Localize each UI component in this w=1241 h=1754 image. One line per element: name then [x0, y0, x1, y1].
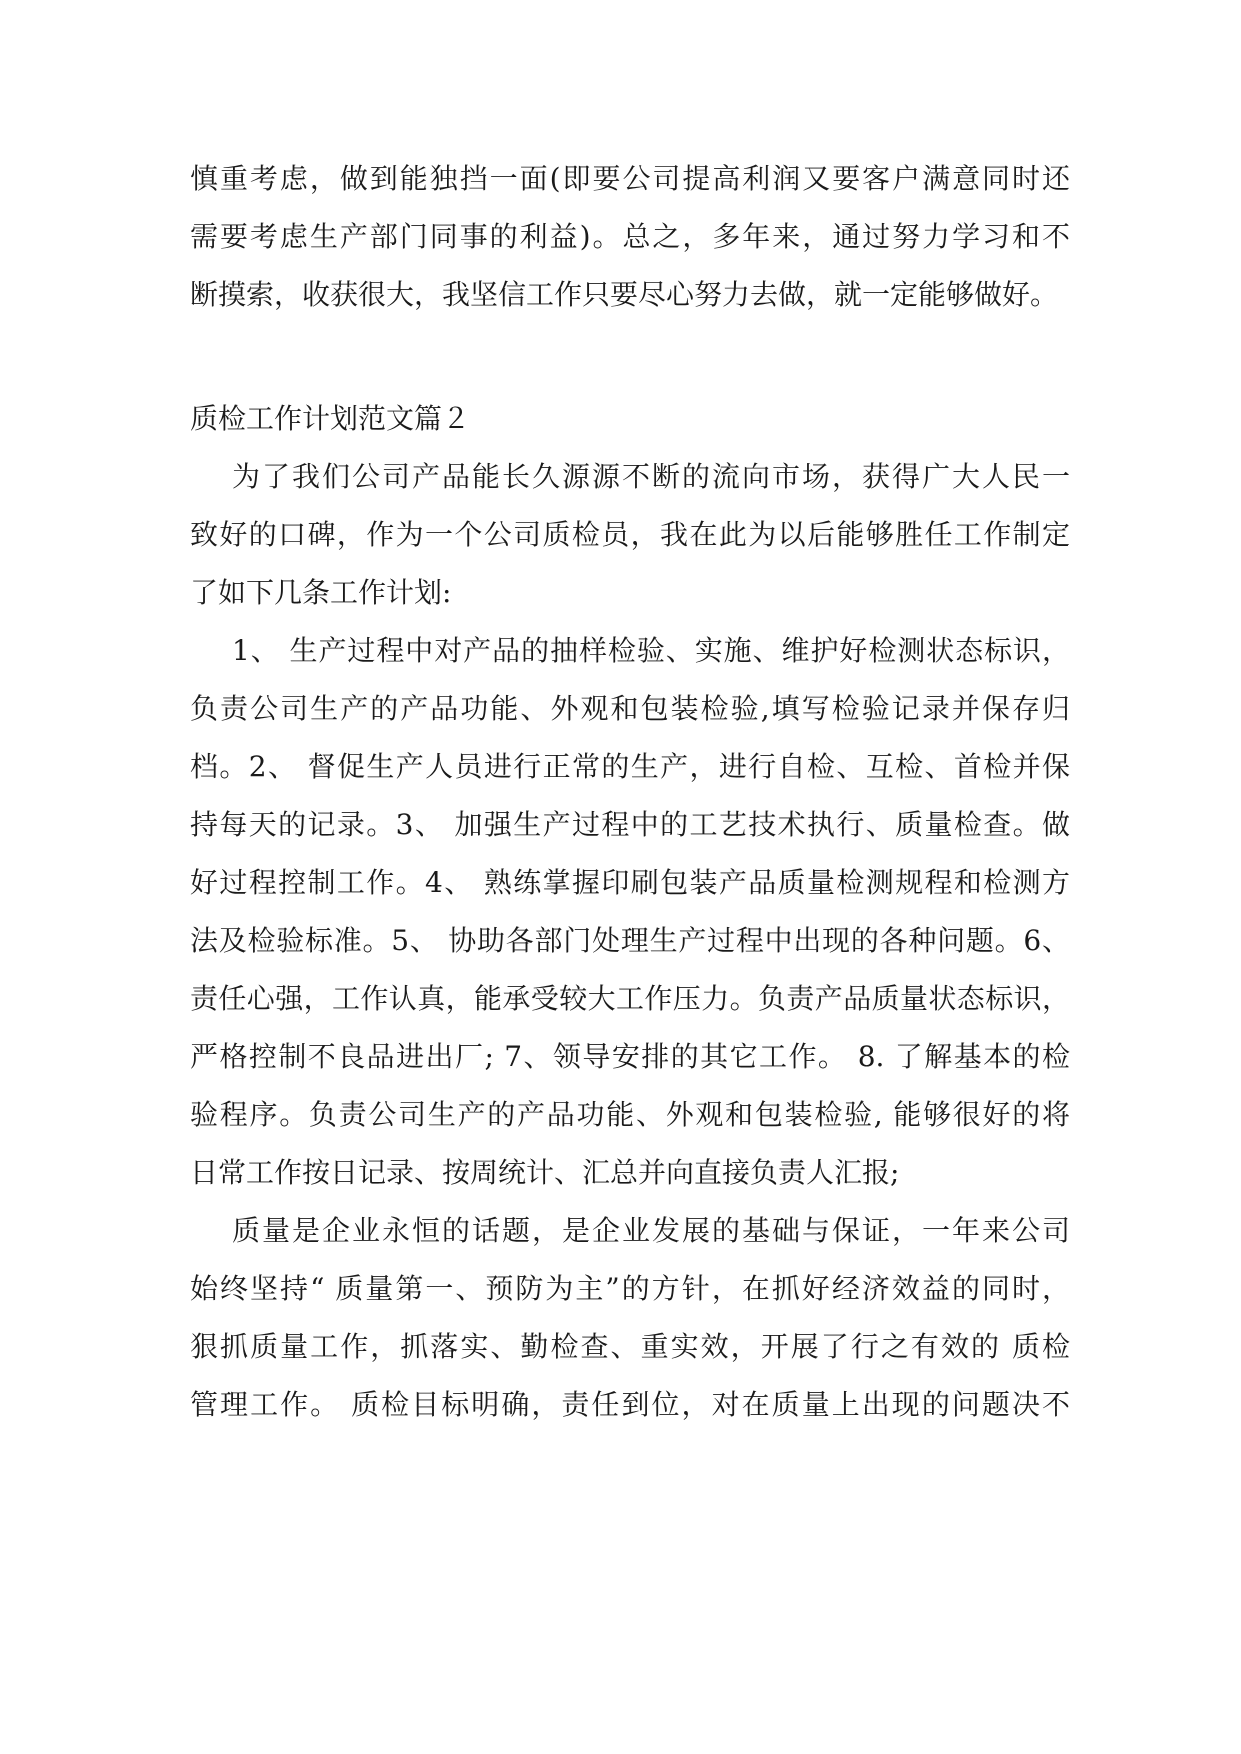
- text-line: 狠抓质量工作，抓落实、勤检查、重实效，开展了行之有效的 质检: [190, 1330, 1070, 1363]
- text-line: 管理工作。 质检目标明确，责任到位，对在质量上出现的问题决不: [190, 1388, 1070, 1421]
- text-line: 持每天的记录。3、 加强生产过程中的工艺技术执行、质量检查。做: [190, 808, 1070, 841]
- text-line: 档。2、 督促生产人员进行正常的生产，进行自检、互检、首检并保: [190, 750, 1070, 783]
- paragraph-plan-intro: [190, 448, 1070, 622]
- section-heading: 质检工作计划范文篇２: [190, 402, 471, 435]
- text-line: 为了我们公司产品能长久源源不断的流向市场，获得广大人民一: [232, 460, 1070, 493]
- text-line: 验程序。负责公司生产的产品功能、外观和包装检验, 能够很好的将: [190, 1098, 1070, 1131]
- document-body: [190, 150, 1070, 1434]
- text-line: 法及检验标准。5、 协助各部门处理生产过程中出现的各种问题。6、: [190, 924, 1070, 957]
- paragraph-quality: [190, 1202, 1070, 1434]
- text-line: 断摸索，收获很大，我坚信工作只要尽心努力去做，就一定能够做好。: [190, 278, 1059, 311]
- text-line: 致好的口碑，作为一个公司质检员，我在此为以后能够胜任工作制定: [190, 518, 1070, 551]
- text-line: 需要考虑生产部门同事的利益)。总之，多年来，通过努力学习和不: [190, 220, 1070, 253]
- text-line: 了如下几条工作计划:: [190, 576, 452, 609]
- text-line: 始终坚持“ 质量第一、预防为主”的方针，在抓好经济效益的同时，: [190, 1272, 1070, 1305]
- paragraph-plan-items: [190, 622, 1070, 1202]
- text-line: 1、 生产过程中对产品的抽样检验、实施、维护好检测状态标识，: [232, 634, 1070, 667]
- text-line: 质量是企业永恒的话题，是企业发展的基础与保证，一年来公司: [232, 1214, 1070, 1247]
- text-line: 责任心强，工作认真，能承受较大工作压力。负责产品质量状态标识，: [190, 982, 1070, 1015]
- text-line: 严格控制不良品进出厂; 7、领导安排的其它工作。 8. 了解基本的检: [190, 1040, 1070, 1073]
- text-line: 慎重考虑，做到能独挡一面(即要公司提高利润又要客户满意同时还: [190, 162, 1070, 195]
- intro-paragraph: [190, 150, 1070, 324]
- text-line: 负责公司生产的产品功能、外观和包装检验,填写检验记录并保存归: [190, 692, 1070, 725]
- text-line: 好过程控制工作。4、 熟练掌握印刷包装产品质量检测规程和检测方: [190, 866, 1070, 899]
- text-line: 日常工作按日记录、按周统计、汇总并向直接负责人汇报;: [190, 1156, 900, 1189]
